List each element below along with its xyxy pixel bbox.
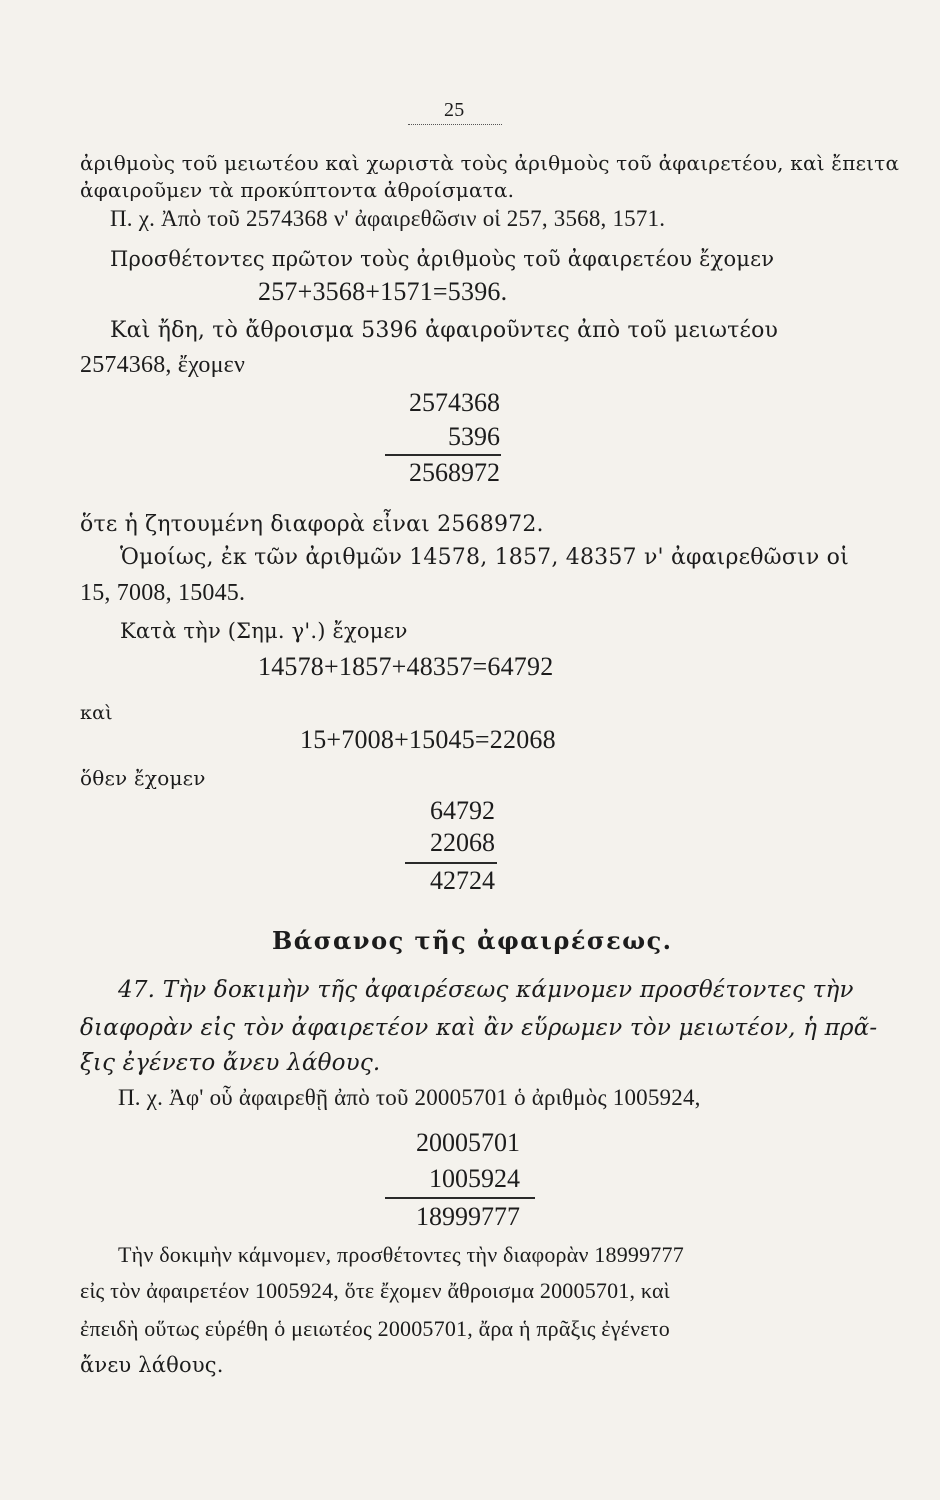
text-line-7: 2574368, ἔχομεν bbox=[80, 352, 245, 378]
calc1-difference: 2568972 bbox=[409, 458, 500, 487]
text-line-23: ἄνευ λάθους. bbox=[80, 1353, 224, 1377]
text-line-10: 15, 7008, 15045. bbox=[80, 580, 246, 606]
equation-sum-1: 257+3568+1571=5396. bbox=[258, 277, 508, 306]
calc1-rule bbox=[385, 454, 501, 456]
text-line-19: Π. χ. Ἀφ' οὗ ἀφαιρεθῇ ἀπὸ τοῦ 20005701 ὁ ἀριθμὸς 1005924, bbox=[118, 1085, 701, 1110]
text-line-22: ἐπειδὴ οὕτως εὑρέθη ὁ μειωτέος 20005701, ἄρα ἡ πρᾶξις ἐγένετο bbox=[80, 1316, 670, 1341]
text-line-9: Ὁμοίως, ἐκ τῶν ἀριθμῶν 14578, 1857, 48357 ν' ἀφαιρεθῶσιν οἱ bbox=[120, 545, 849, 570]
text-line-20: Τὴν δοκιμὴν κάμνομεν, προσθέτοντες τὴν διαφορὰν 18999777 bbox=[118, 1242, 684, 1267]
equation-sum-2: 14578+1857+48357=64792 bbox=[258, 652, 554, 681]
text-line-8: ὅτε ἡ ζητουμένη διαφορὰ εἶναι 2568972. bbox=[80, 512, 544, 537]
page-number-rule bbox=[408, 124, 502, 125]
text-line-1: ἀριθμοὺς τοῦ μειωτέου καὶ χωριστὰ τοὺς ἀριθμοὺς τοῦ ἀφαιρετέου, καὶ ἔπειτα bbox=[80, 151, 900, 175]
text-line-3: Π. χ. Ἀπὸ τοῦ 2574368 ν' ἀφαιρεθῶσιν οἱ 257, 3568, 1571. bbox=[110, 206, 666, 231]
text-line-18: ξις ἐγένετο ἄνευ λάθους. bbox=[80, 1050, 381, 1076]
calc2-subtrahend: 22068 bbox=[430, 828, 495, 857]
calc2-difference: 42724 bbox=[430, 866, 495, 895]
text-line-6: Καὶ ἤδη, τὸ ἄθροισμα 5396 ἀφαιροῦντες ἀπὸ τοῦ μειωτέου bbox=[110, 318, 779, 343]
calc1-subtrahend: 5396 bbox=[448, 422, 500, 451]
calc3-difference: 18999777 bbox=[416, 1202, 520, 1231]
calc2-rule bbox=[405, 862, 497, 864]
equation-sum-3: 15+7008+15045=22068 bbox=[300, 725, 556, 754]
text-line-13: καὶ bbox=[80, 702, 113, 724]
page-number: 25 bbox=[444, 99, 465, 121]
text-line-15: ὅθεν ἔχομεν bbox=[80, 766, 206, 790]
section-heading: Βάσανος τῆς ἀφαιρέσεως. bbox=[272, 926, 673, 955]
calc2-minuend: 64792 bbox=[430, 796, 495, 825]
text-line-11: Κατὰ τὴν (Σημ. γ'.) ἔχομεν bbox=[120, 619, 408, 643]
text-line-21: εἰς τὸν ἀφαιρετέον 1005924, ὅτε ἔχομεν ἄθροισμα 20005701, καὶ bbox=[80, 1278, 670, 1303]
calc3-rule bbox=[385, 1197, 535, 1199]
calc1-minuend: 2574368 bbox=[409, 388, 500, 417]
calc3-minuend: 20005701 bbox=[416, 1128, 520, 1157]
text-line-4: Προσθέτοντες πρῶτον τοὺς ἀριθμοὺς τοῦ ἀφαιρετέου ἔχομεν bbox=[110, 247, 775, 271]
text-line-16: 47. Τὴν δοκιμὴν τῆς ἀφαιρέσεως κάμνομεν προσθέτοντες τὴν bbox=[118, 977, 854, 1003]
text-line-2: ἀφαιροῦμεν τὰ προκύπτοντα ἀθροίσματα. bbox=[80, 178, 515, 202]
calc3-subtrahend: 1005924 bbox=[429, 1164, 520, 1193]
text-line-17: διαφορὰν εἰς τὸν ἀφαιρετέον καὶ ἂν εὕρωμεν τὸν μειωτέον, ἡ πρᾶ- bbox=[80, 1015, 878, 1041]
